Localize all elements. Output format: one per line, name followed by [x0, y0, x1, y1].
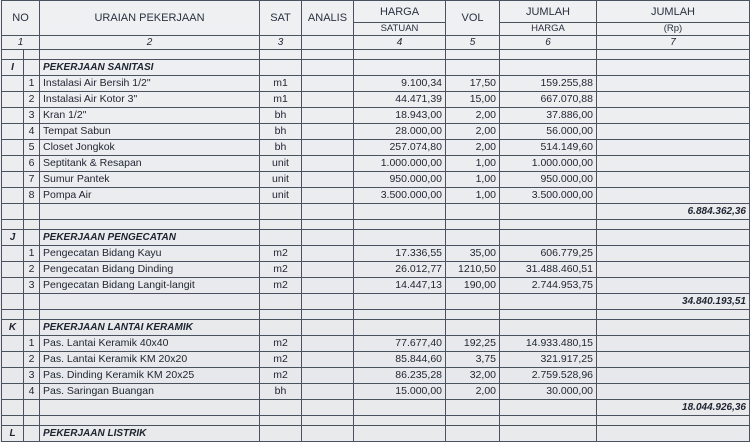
item-analysis: [302, 140, 354, 156]
item-sum-empty: [597, 262, 750, 278]
item-number: 4: [24, 384, 40, 400]
item-volume: 1,00: [446, 188, 500, 204]
item-sum-empty: [597, 108, 750, 124]
item-unit-price: 15.000,00: [354, 384, 446, 400]
empty-cell: [446, 294, 500, 310]
item-unit: unit: [260, 188, 302, 204]
table-row: [2, 368, 750, 384]
item-total-price: 37.886,00: [500, 108, 597, 124]
empty-cell: [354, 416, 446, 426]
item-number: 4: [24, 124, 40, 140]
item-total-price: 2.759.528,96: [500, 368, 597, 384]
section-subtotal-row: [2, 400, 750, 416]
empty-cell: [24, 320, 40, 336]
item-sum-empty: [597, 384, 750, 400]
item-number: 2: [24, 92, 40, 108]
empty-cell: [2, 368, 24, 384]
empty-cell: [2, 262, 24, 278]
item-volume: 2,00: [446, 108, 500, 124]
item-unit: bh: [260, 384, 302, 400]
empty-cell: [2, 188, 24, 204]
item-unit-price: 44.471,39: [354, 92, 446, 108]
empty-cell: [2, 336, 24, 352]
column-number: 1: [2, 36, 40, 50]
item-sum-empty: [597, 336, 750, 352]
item-volume: 1,00: [446, 172, 500, 188]
item-unit: m2: [260, 262, 302, 278]
item-number: 1: [24, 76, 40, 92]
item-total-price: 14.933.480,15: [500, 336, 597, 352]
empty-cell: [500, 230, 597, 246]
item-unit: m2: [260, 278, 302, 294]
item-description: Instalasi Air Bersih 1/2": [40, 76, 260, 92]
item-analysis: [302, 336, 354, 352]
item-total-price: 30.000,00: [500, 384, 597, 400]
empty-cell: [446, 416, 500, 426]
empty-cell: [446, 426, 500, 442]
empty-cell: [260, 400, 302, 416]
column-number: 4: [354, 36, 446, 50]
table-row: [2, 76, 750, 92]
item-volume: 2,00: [446, 124, 500, 140]
item-analysis: [302, 76, 354, 92]
empty-cell: [302, 426, 354, 442]
item-volume: 17,50: [446, 76, 500, 92]
empty-cell: [260, 320, 302, 336]
empty-cell: [40, 400, 260, 416]
item-number: 3: [24, 108, 40, 124]
header-harga-satuan-bottom: SATUAN: [354, 23, 446, 36]
empty-cell: [2, 92, 24, 108]
item-unit: m2: [260, 336, 302, 352]
section-code: K: [2, 320, 24, 336]
empty-cell: [24, 204, 40, 220]
item-unit: m1: [260, 76, 302, 92]
item-analysis: [302, 92, 354, 108]
spacer-row: [2, 416, 750, 426]
header-jumlah-bottom: (Rp): [597, 23, 750, 36]
empty-cell: [354, 204, 446, 220]
item-description: Pengecatan Bidang Langit-langit: [40, 278, 260, 294]
item-total-price: 1.000.000,00: [500, 156, 597, 172]
item-unit-price: 9.100,34: [354, 76, 446, 92]
item-description: Septitank & Resapan: [40, 156, 260, 172]
empty-cell: [302, 204, 354, 220]
item-description: Tempat Sabun: [40, 124, 260, 140]
empty-cell: [260, 426, 302, 442]
empty-cell: [354, 60, 446, 76]
empty-cell: [2, 384, 24, 400]
empty-cell: [2, 352, 24, 368]
item-volume: 192,25: [446, 336, 500, 352]
empty-cell: [500, 204, 597, 220]
header-sat: SAT: [260, 1, 302, 36]
empty-cell: [354, 320, 446, 336]
item-description: Pengecatan Bidang Dinding: [40, 262, 260, 278]
empty-cell: [354, 50, 446, 60]
item-total-price: 56.000,00: [500, 124, 597, 140]
header-no: NO: [2, 1, 40, 36]
section-title: PEKERJAAN PENGECATAN: [40, 230, 260, 246]
section-header-row: [2, 320, 750, 336]
item-total-price: 159.255,88: [500, 76, 597, 92]
table-row: [2, 108, 750, 124]
section-subtotal-row: [2, 204, 750, 220]
empty-cell: [2, 400, 24, 416]
item-analysis: [302, 262, 354, 278]
column-number: 2: [40, 36, 260, 50]
empty-cell: [260, 230, 302, 246]
section-code: L: [2, 426, 24, 442]
item-sum-empty: [597, 278, 750, 294]
table-row: [2, 124, 750, 140]
item-number: 8: [24, 188, 40, 204]
table-row: [2, 188, 750, 204]
empty-cell: [2, 220, 24, 230]
empty-cell: [260, 220, 302, 230]
header-jumlah-harga-top: JUMLAH: [500, 1, 597, 23]
empty-cell: [40, 204, 260, 220]
empty-cell: [500, 310, 597, 320]
empty-cell: [597, 416, 750, 426]
empty-cell: [24, 294, 40, 310]
item-description: Sumur Pantek: [40, 172, 260, 188]
item-unit-price: 14.447,13: [354, 278, 446, 294]
empty-cell: [2, 156, 24, 172]
item-analysis: [302, 172, 354, 188]
item-unit-price: 3.500.000,00: [354, 188, 446, 204]
empty-cell: [2, 246, 24, 262]
empty-cell: [2, 278, 24, 294]
table-row: [2, 384, 750, 400]
item-total-price: 667.070,88: [500, 92, 597, 108]
empty-cell: [24, 310, 40, 320]
item-unit-price: 257.074,80: [354, 140, 446, 156]
header-analis: ANALIS: [302, 1, 354, 36]
empty-cell: [2, 172, 24, 188]
item-number: 3: [24, 278, 40, 294]
item-sum-empty: [597, 92, 750, 108]
item-analysis: [302, 352, 354, 368]
empty-cell: [24, 400, 40, 416]
empty-cell: [597, 230, 750, 246]
item-unit: unit: [260, 156, 302, 172]
empty-cell: [2, 124, 24, 140]
item-description: Pengecatan Bidang Kayu: [40, 246, 260, 262]
item-number: 6: [24, 156, 40, 172]
item-number: 1: [24, 246, 40, 262]
empty-cell: [446, 60, 500, 76]
empty-cell: [24, 426, 40, 442]
table-row: [2, 172, 750, 188]
item-volume: 1210,50: [446, 262, 500, 278]
empty-cell: [446, 400, 500, 416]
item-description: Pas. Lantai Keramik 40x40: [40, 336, 260, 352]
empty-cell: [302, 220, 354, 230]
item-unit-price: 950.000,00: [354, 172, 446, 188]
item-analysis: [302, 246, 354, 262]
section-header-row: [2, 230, 750, 246]
section-subtotal: 34.840.193,51: [597, 294, 750, 310]
item-analysis: [302, 156, 354, 172]
column-number: [302, 36, 354, 50]
item-total-price: 514.149,60: [500, 140, 597, 156]
empty-cell: [260, 416, 302, 426]
empty-cell: [2, 204, 24, 220]
empty-cell: [446, 220, 500, 230]
empty-cell: [446, 310, 500, 320]
empty-cell: [40, 50, 260, 60]
empty-cell: [302, 294, 354, 310]
column-number: 5: [446, 36, 500, 50]
empty-cell: [40, 220, 260, 230]
empty-cell: [302, 320, 354, 336]
item-unit-price: 77.677,40: [354, 336, 446, 352]
item-volume: 2,00: [446, 384, 500, 400]
header-vol: VOL: [446, 1, 500, 36]
empty-cell: [2, 50, 24, 60]
table-row: [2, 92, 750, 108]
empty-cell: [302, 400, 354, 416]
column-number: 7: [597, 36, 750, 50]
item-description: Pas. Saringan Buangan: [40, 384, 260, 400]
item-sum-empty: [597, 352, 750, 368]
item-unit-price: 86.235,28: [354, 368, 446, 384]
item-number: 2: [24, 352, 40, 368]
item-description: Instalasi Air Kotor 3": [40, 92, 260, 108]
item-analysis: [302, 188, 354, 204]
empty-cell: [2, 140, 24, 156]
section-header-row: [2, 60, 750, 76]
empty-cell: [40, 294, 260, 310]
empty-cell: [2, 416, 24, 426]
empty-cell: [446, 50, 500, 60]
empty-cell: [302, 230, 354, 246]
item-total-price: 950.000,00: [500, 172, 597, 188]
item-volume: 2,00: [446, 140, 500, 156]
table-row: [2, 352, 750, 368]
empty-cell: [500, 400, 597, 416]
empty-cell: [40, 416, 260, 426]
empty-cell: [2, 76, 24, 92]
empty-cell: [260, 50, 302, 60]
empty-cell: [40, 310, 260, 320]
item-number: 7: [24, 172, 40, 188]
empty-cell: [24, 220, 40, 230]
section-subtotal-row: [2, 294, 750, 310]
item-volume: 35,00: [446, 246, 500, 262]
item-analysis: [302, 108, 354, 124]
item-sum-empty: [597, 140, 750, 156]
item-total-price: 3.500.000,00: [500, 188, 597, 204]
header-jumlah-top: JUMLAH: [597, 1, 750, 23]
item-volume: 32,00: [446, 368, 500, 384]
empty-cell: [597, 320, 750, 336]
column-number: 6: [500, 36, 597, 50]
empty-cell: [500, 60, 597, 76]
item-description: Closet Jongkok: [40, 140, 260, 156]
empty-cell: [2, 108, 24, 124]
empty-cell: [354, 220, 446, 230]
item-unit-price: 17.336,55: [354, 246, 446, 262]
table-row: [2, 246, 750, 262]
empty-cell: [260, 60, 302, 76]
item-number: 5: [24, 140, 40, 156]
section-code: J: [2, 230, 24, 246]
item-volume: 190,00: [446, 278, 500, 294]
item-unit: m1: [260, 92, 302, 108]
item-description: Pas. Dinding Keramik KM 20x25: [40, 368, 260, 384]
empty-cell: [597, 50, 750, 60]
empty-cell: [354, 294, 446, 310]
table-row: [2, 336, 750, 352]
item-unit-price: 18.943,00: [354, 108, 446, 124]
item-unit-price: 26.012,77: [354, 262, 446, 278]
item-unit-price: 85.844,60: [354, 352, 446, 368]
item-sum-empty: [597, 156, 750, 172]
table-row: [2, 140, 750, 156]
table-row: [2, 156, 750, 172]
item-unit: m2: [260, 368, 302, 384]
empty-cell: [2, 310, 24, 320]
empty-cell: [302, 416, 354, 426]
item-sum-empty: [597, 124, 750, 140]
spacer-row: [2, 50, 750, 60]
table-row: [2, 278, 750, 294]
header-harga-satuan-top: HARGA: [354, 1, 446, 23]
item-analysis: [302, 278, 354, 294]
item-total-price: 2.744.953,75: [500, 278, 597, 294]
empty-cell: [597, 310, 750, 320]
empty-cell: [260, 294, 302, 310]
item-unit: bh: [260, 140, 302, 156]
empty-cell: [597, 60, 750, 76]
section-title: PEKERJAAN LISTRIK: [40, 426, 260, 442]
empty-cell: [354, 310, 446, 320]
table-body: [2, 50, 750, 442]
empty-cell: [302, 60, 354, 76]
cost-estimate-table: [1, 0, 750, 442]
item-description: Pas. Lantai Keramik KM 20x20: [40, 352, 260, 368]
empty-cell: [260, 310, 302, 320]
item-number: 2: [24, 262, 40, 278]
empty-cell: [597, 426, 750, 442]
item-unit-price: 28.000,00: [354, 124, 446, 140]
empty-cell: [260, 204, 302, 220]
empty-cell: [2, 294, 24, 310]
empty-cell: [302, 50, 354, 60]
item-sum-empty: [597, 172, 750, 188]
column-number: 3: [260, 36, 302, 50]
item-unit: bh: [260, 124, 302, 140]
item-description: Kran 1/2": [40, 108, 260, 124]
empty-cell: [500, 50, 597, 60]
item-analysis: [302, 124, 354, 140]
item-total-price: 31.488.460,51: [500, 262, 597, 278]
item-volume: 1,00: [446, 156, 500, 172]
table-row: [2, 262, 750, 278]
empty-cell: [597, 220, 750, 230]
empty-cell: [354, 426, 446, 442]
section-title: PEKERJAAN SANITASI: [40, 60, 260, 76]
empty-cell: [24, 416, 40, 426]
item-analysis: [302, 384, 354, 400]
empty-cell: [354, 230, 446, 246]
spacer-row: [2, 220, 750, 230]
item-volume: 3,75: [446, 352, 500, 368]
empty-cell: [446, 230, 500, 246]
empty-cell: [446, 204, 500, 220]
item-description: Pompa Air: [40, 188, 260, 204]
item-analysis: [302, 368, 354, 384]
item-unit: m2: [260, 352, 302, 368]
section-subtotal: 6.884.362,36: [597, 204, 750, 220]
header-jumlah-harga-bottom: HARGA: [500, 23, 597, 36]
section-header-row: [2, 426, 750, 442]
empty-cell: [446, 320, 500, 336]
item-unit: m2: [260, 246, 302, 262]
empty-cell: [302, 310, 354, 320]
item-total-price: 321.917,25: [500, 352, 597, 368]
empty-cell: [24, 230, 40, 246]
item-volume: 15,00: [446, 92, 500, 108]
item-unit: unit: [260, 172, 302, 188]
item-sum-empty: [597, 368, 750, 384]
spacer-row: [2, 310, 750, 320]
empty-cell: [500, 220, 597, 230]
item-number: 3: [24, 368, 40, 384]
item-total-price: 606.779,25: [500, 246, 597, 262]
empty-cell: [500, 294, 597, 310]
empty-cell: [500, 416, 597, 426]
empty-cell: [24, 50, 40, 60]
header-uraian: URAIAN PEKERJAAN: [40, 1, 260, 36]
item-sum-empty: [597, 188, 750, 204]
item-unit: bh: [260, 108, 302, 124]
section-subtotal: 18.044.926,36: [597, 400, 750, 416]
section-title: PEKERJAAN LANTAI KERAMIK: [40, 320, 260, 336]
item-number: 1: [24, 336, 40, 352]
empty-cell: [24, 60, 40, 76]
section-code: I: [2, 60, 24, 76]
item-unit-price: 1.000.000,00: [354, 156, 446, 172]
empty-cell: [354, 400, 446, 416]
item-sum-empty: [597, 246, 750, 262]
item-sum-empty: [597, 76, 750, 92]
empty-cell: [500, 426, 597, 442]
empty-cell: [500, 320, 597, 336]
